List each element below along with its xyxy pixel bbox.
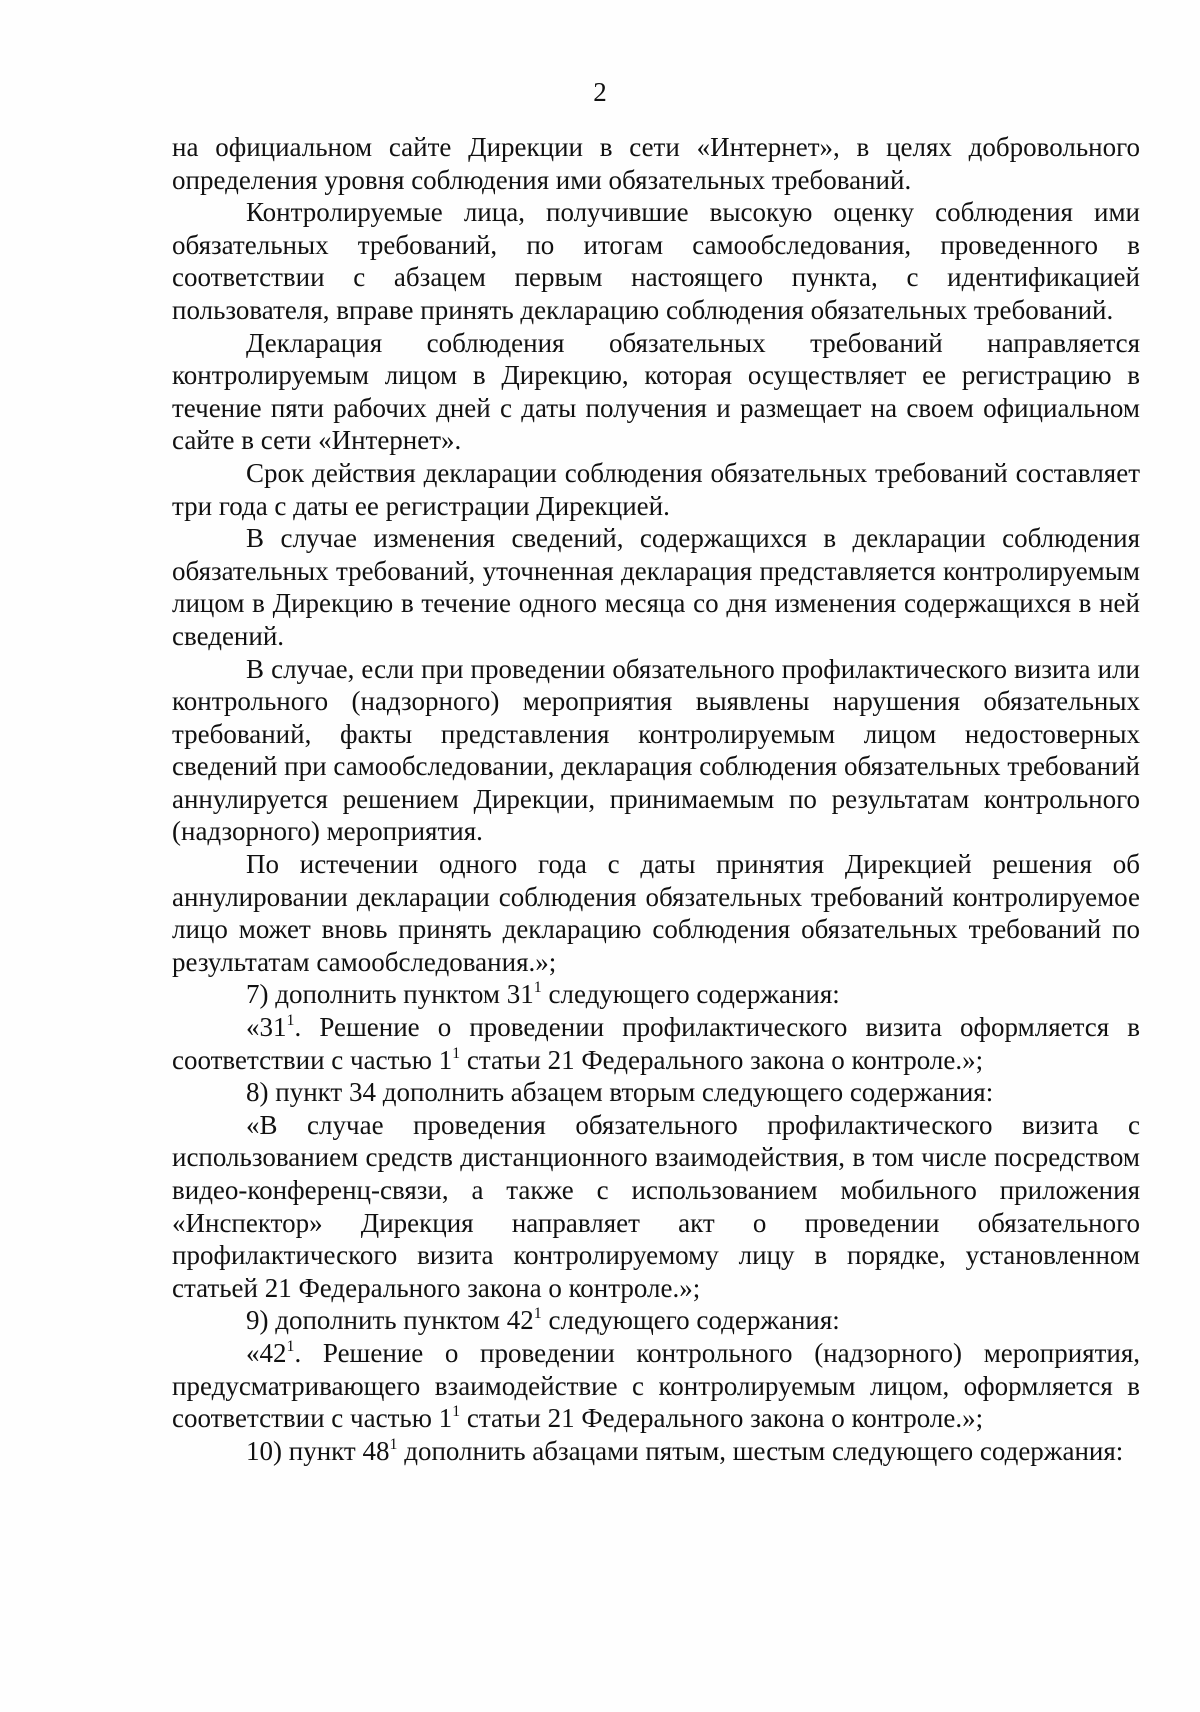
superscript: 1 [389, 1435, 398, 1453]
superscript: 1 [452, 1403, 461, 1421]
paragraph [172, 327, 1140, 457]
text-run: Срок действия декларации соблюдения обязательных требований составляет три года с даты ее регистрации Дирекцией. [172, 457, 1140, 521]
text-run: Контролируемые лица, получившие высокую оценку соблюдения ими обязательных требований, по итогам самообследования, проведенного в соответствии с абзацем первым настоящего пункта, с идентификацией пользователя, вправе принять декларацию соблюдения обязательных требований. [172, 197, 1140, 325]
superscript: 1 [452, 1044, 461, 1062]
page-number: 2 [593, 77, 607, 107]
text-run: По истечении одного года с даты принятия Дирекцией решения об аннулировании декларации соблюдения обязательных требований контролируемое лицо может вновь принять декларацию соблюдения обязательных требований по результатам самообследования.»; [172, 849, 1140, 977]
superscript: 1 [286, 1012, 295, 1030]
text-run: дополнить абзацами пятым, шестым следующего содержания: [397, 1435, 1124, 1466]
paragraph [172, 522, 1140, 652]
text-run: В случае изменения сведений, содержащихся в декларации соблюдения обязательных требований, уточненная декларация представляется контролируемым лицом в Дирекцию в течение одного месяца со дня изменения содержащихся в ней сведений. [172, 523, 1140, 651]
text-run: статьи 21 Федерального закона о контроле.»; [460, 1044, 984, 1075]
text-run: . Решение о проведении контрольного (надзорного) мероприятия, предусматривающего взаимодействие с контролируемым лицом, оформляется в соответствии с частью 1 [172, 1337, 1140, 1434]
paragraph [172, 1337, 1140, 1435]
text-run: 7) дополнить пунктом 31 [246, 979, 534, 1010]
superscript: 1 [533, 979, 542, 997]
paragraph [172, 653, 1140, 849]
document-body [172, 131, 1140, 1467]
text-run: В случае, если при проведении обязательного профилактического визита или контрольного (надзорного) мероприятия выявлены нарушения обязательных требований, факты представления контролируемым лицом недостоверных сведений при самообследовании, декларация соблюдения обязательных требований аннулируется решением Дирекции, принимаемым по результатам контрольного (надзорного) мероприятия. [172, 653, 1140, 847]
paragraph [172, 196, 1140, 326]
paragraph [172, 978, 1140, 1011]
paragraph [172, 1109, 1140, 1305]
paragraph [172, 457, 1140, 522]
text-run: 9) дополнить пунктом 42 [246, 1305, 534, 1336]
text-run: статьи 21 Федерального закона о контроле.»; [460, 1403, 984, 1434]
superscript: 1 [286, 1337, 295, 1355]
text-run: «31 [246, 1012, 287, 1043]
text-run: следующего содержания: [541, 1305, 840, 1336]
text-run: «42 [246, 1337, 287, 1368]
paragraph [172, 1435, 1140, 1468]
paragraph [172, 848, 1140, 978]
text-run: «В случае проведения обязательного профилактического визита с использованием средств дистанционного взаимодействия, в том числе посредством видео-конференц-связи, а также с использованием мобильного приложения «Инспектор» Дирекция направляет акт о проведении обязательного профилактического визита контролируемому лицу в порядке, установленном статьей 21 Федерального закона о контроле.»; [172, 1109, 1140, 1303]
superscript: 1 [533, 1305, 542, 1323]
text-run: 8) пункт 34 дополнить абзацем вторым следующего содержания: [246, 1077, 994, 1108]
paragraph [172, 1011, 1140, 1076]
text-run: на официальном сайте Дирекции в сети «Интернет», в целях добровольного определения уровня соблюдения ими обязательных требований. [172, 132, 1140, 195]
paragraph [172, 131, 1140, 196]
text-run: следующего содержания: [541, 979, 840, 1010]
text-run: . Решение о проведении профилактического визита оформляется в соответствии с частью 1 [172, 1012, 1140, 1075]
text-run: 10) пункт 48 [246, 1435, 390, 1466]
paragraph [172, 1304, 1140, 1337]
text-run: Декларация соблюдения обязательных требований направляется контролируемым лицом в Дирекцию, которая осуществляет ее регистрацию в течение пяти рабочих дней с даты получения и размещает на своем официальном сайте в сети «Интернет». [172, 327, 1140, 456]
paragraph [172, 1076, 1140, 1109]
